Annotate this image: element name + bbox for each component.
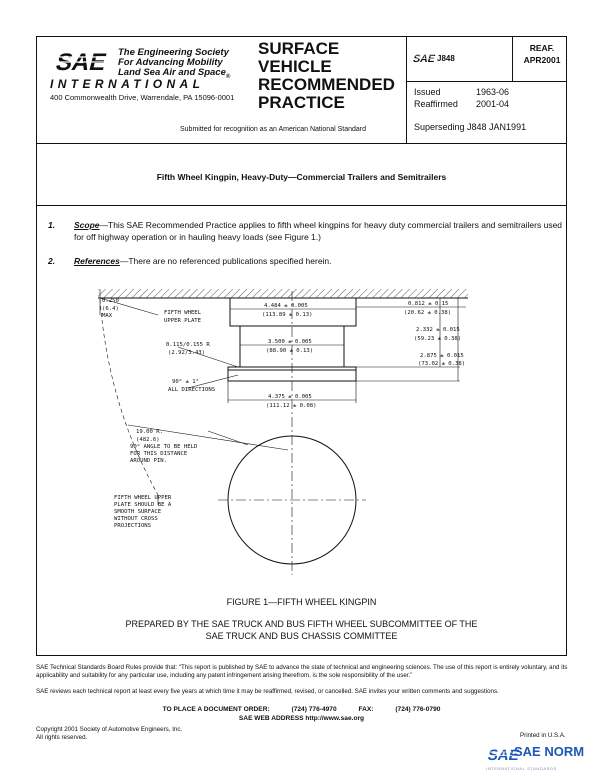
watermark-logo bbox=[486, 746, 521, 764]
watermark-subtext: INTERNATIONAL STANDARDS bbox=[486, 766, 557, 771]
reaf-label: REAF. bbox=[529, 43, 555, 53]
document-number: J848 bbox=[437, 54, 455, 63]
copyright-line-1: Copyright 2001 Society of Automotive Engineers, Inc. bbox=[36, 726, 183, 733]
section-text: —This SAE Recommended Practice applies to fifth wheel kingpins for heavy duty commercial trailers and semitrailers used for off highway operation or in hauling heavy loads (see Figure 1.) bbox=[74, 220, 563, 242]
superseding-note: Superseding J848 JAN1991 bbox=[414, 122, 527, 132]
top-thickness-label: 0.250 bbox=[102, 298, 119, 304]
plate-note-5: PROJECTIONS bbox=[114, 523, 152, 529]
sae-small-logo-text: SAE bbox=[411, 53, 437, 65]
order-label: TO PLACE A DOCUMENT ORDER: bbox=[162, 706, 270, 713]
submitted-note: Submitted for recognition as an American National Standard bbox=[180, 126, 366, 133]
order-fax-label: FAX: bbox=[358, 706, 374, 713]
neck-len-mm: (59.23 ± 0.38) bbox=[414, 336, 462, 342]
section-number: 1. bbox=[48, 220, 56, 230]
address: 400 Commonwealth Drive, Warrendale, PA 15096-0001 bbox=[50, 93, 235, 102]
sae-logo-text: SAE bbox=[53, 49, 110, 76]
angle-note: ALL DIRECTIONS bbox=[168, 387, 216, 393]
doc-type-line-3: RECOMMENDED bbox=[258, 75, 395, 94]
watermark-text: SAE NORM bbox=[514, 744, 585, 759]
title-bottom-rule bbox=[36, 205, 567, 206]
radius-mm: (482.6) bbox=[136, 437, 160, 443]
reaf-box bbox=[518, 42, 566, 66]
order-info bbox=[36, 705, 567, 723]
footnote-review: SAE reviews each technical report at least every five years at which time it may be reaffirmed, revised, or cancelled. SAE invites your written comments and suggestions. bbox=[36, 688, 499, 695]
order-web: SAE WEB ADDRESS http://www.sae.org bbox=[238, 715, 365, 722]
radius-note-2: FOR THIS DISTANCE bbox=[130, 451, 188, 457]
doc-type-line-2: VEHICLE bbox=[258, 57, 332, 76]
prepared-line-1: PREPARED BY THE SAE TRUCK AND BUS FIFTH WHEEL SUBCOMMITTEE OF THE bbox=[125, 619, 478, 629]
plate-note-3: SMOOTH SURFACE bbox=[114, 509, 162, 515]
printed-in: Printed in U.S.A. bbox=[520, 732, 566, 739]
reaffirmed-row bbox=[414, 98, 509, 110]
copyright-line-2: All rights reserved. bbox=[36, 734, 88, 741]
chamfer-label: 0.115/0.155 R bbox=[166, 342, 210, 348]
tagline-line-1: The Engineering Society bbox=[118, 47, 229, 58]
neck-dia-mm: (88.90 ± 0.13) bbox=[266, 348, 314, 354]
plate-note-2: PLATE SHOULD BE A bbox=[114, 502, 172, 508]
footnote-rules: SAE Technical Standards Board Rules provide that: “This report is published by SAE to advance the state of technical and engineering sciences. The use of this report is entirely voluntary, and its applicability and suitability for any particular use, including any patent infringement arising therefrom, is the sole responsibility of the user.” bbox=[36, 664, 568, 679]
chamfer-mm: (2.92/3.43) bbox=[168, 350, 206, 356]
radius-label: 19.00 R. bbox=[136, 429, 163, 435]
sae-logo bbox=[52, 48, 116, 74]
tagline-line-2: For Advancing Mobility bbox=[118, 57, 223, 68]
radius-note-1: 90° ANGLE TO BE HELD bbox=[130, 444, 198, 450]
order-row bbox=[36, 705, 567, 714]
doc-type-line-4: PRACTICE bbox=[258, 93, 345, 112]
plate-note-1: FIFTH WHEEL UPPER bbox=[114, 495, 172, 501]
head-dia-mm: (111.12 ± 0.08) bbox=[266, 403, 317, 409]
issued-label: Issued bbox=[414, 87, 441, 97]
section-heading: Scope bbox=[74, 220, 100, 230]
flange-dia-mm: (113.89 ± 0.13) bbox=[262, 312, 313, 318]
section-number: 2. bbox=[48, 256, 56, 266]
copyright bbox=[36, 726, 182, 742]
issued-value: 1963-06 bbox=[476, 87, 510, 97]
section-text: —There are no referenced publications specified herein. bbox=[119, 256, 332, 266]
figure-caption: FIGURE 1—FIFTH WHEEL KINGPIN bbox=[226, 597, 377, 607]
prepared-line-2: SAE TRUCK AND BUS CHASSIS COMMITTEE bbox=[205, 631, 398, 641]
head-dia-label: 4.375 ± 0.005 bbox=[268, 394, 312, 400]
status-block bbox=[414, 86, 509, 110]
document-type bbox=[258, 40, 408, 112]
reaffirmed-value: 2001-04 bbox=[476, 99, 510, 109]
docnum-rule bbox=[406, 81, 567, 82]
neck-dia-label: 3.500 ± 0.005 bbox=[268, 339, 312, 345]
flange-dia-label: 4.484 ± 0.005 bbox=[264, 303, 308, 309]
plate-note-4: WITHOUT CROSS bbox=[114, 516, 158, 522]
upper-plate-label-1: FIFTH WHEEL bbox=[164, 310, 202, 316]
right-step-label: 0.812 ± 0.15 bbox=[408, 301, 449, 307]
watermark-logo-text: SAE bbox=[486, 747, 521, 764]
radius-note-3: AROUND PIN. bbox=[130, 458, 168, 464]
doc-type-line-1: SURFACE bbox=[258, 39, 340, 58]
prepared-by bbox=[36, 618, 567, 642]
section-heading: References bbox=[74, 256, 120, 266]
kingpin-drawing bbox=[88, 285, 488, 585]
reaffirmed-label: Reaffirmed bbox=[414, 99, 458, 109]
top-thickness-note: MAX bbox=[102, 313, 113, 319]
section-body bbox=[74, 255, 564, 267]
angle-label: 90° ± 1° bbox=[172, 379, 199, 385]
document-title: Fifth Wheel Kingpin, Heavy-Duty—Commercial Trailers and Semitrailers bbox=[156, 172, 447, 182]
overall-len-mm: (73.02 ± 0.38) bbox=[418, 361, 466, 367]
radius-guide bbox=[100, 299, 158, 495]
reaf-date: APR2001 bbox=[523, 55, 561, 65]
upper-plate-label-2: UPPER PLATE bbox=[164, 318, 202, 324]
reaf-divider bbox=[512, 36, 513, 81]
order-phone: (724) 776-4970 bbox=[291, 706, 337, 713]
overall-len-label: 2.875 ± 0.015 bbox=[420, 353, 464, 359]
sae-small-logo bbox=[411, 52, 437, 65]
tagline-line-3: Land Sea Air and Space$_®$ bbox=[118, 67, 231, 80]
upper-plate-hatch bbox=[98, 289, 468, 298]
issued-row bbox=[414, 86, 509, 98]
header-bottom-rule bbox=[36, 143, 567, 144]
order-fax: (724) 776-0790 bbox=[395, 706, 441, 713]
footer-top-rule bbox=[36, 655, 567, 656]
neck-len-label: 2.332 ± 0.015 bbox=[416, 327, 460, 333]
international-wordmark: INTERNATIONAL bbox=[50, 77, 205, 91]
section-body bbox=[74, 219, 564, 243]
top-thickness-mm: (6.4) bbox=[102, 306, 119, 312]
right-step-mm: (20.62 ± 0.38) bbox=[404, 310, 452, 316]
registered-mark: ® bbox=[225, 73, 231, 80]
